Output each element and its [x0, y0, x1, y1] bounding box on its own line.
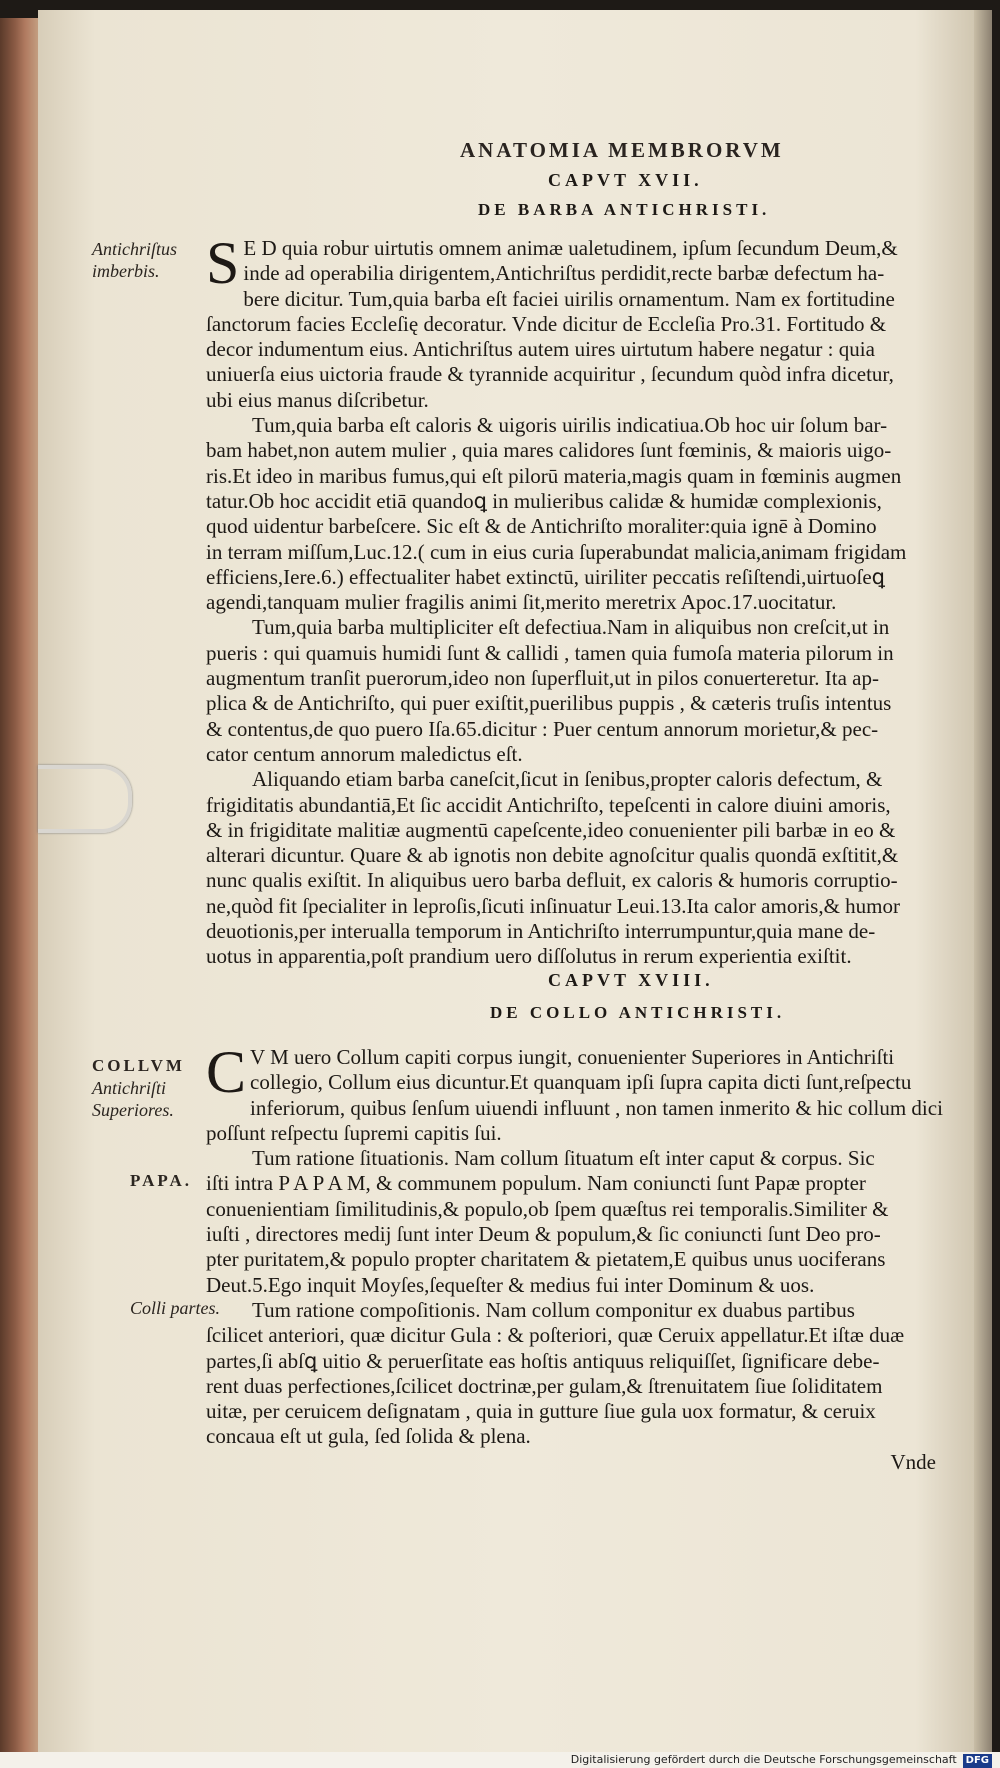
chapter-17-title: DE BARBA ANTICHRISTI. — [478, 200, 771, 219]
text-line: E D quia robur uirtutis omnem animæ ualetudinem, ipſum ſecundum Deum,& — [243, 236, 898, 260]
text-line: collegio, Collum eius dicuntur.Et quanquam ipſi ſupra capita dicti ſunt,reſpectu — [250, 1070, 912, 1095]
chapter-17-caput: CAPVT XVII. — [548, 170, 703, 190]
text-line: inferiorum, quibus ſenſum uiuendi influunt , non tamen inmerito & hic collum dici — [250, 1095, 943, 1120]
text-line: ubi eius manus diſcribetur. — [206, 387, 429, 412]
footer-text: Digitalisierung gefördert durch die Deutsche Forschungsgemeinschaft — [570, 1753, 957, 1766]
text-line: Tum,quia barba multipliciter eſt defectiua.Nam in aliquibus non creſcit,ut in — [252, 615, 890, 640]
text-line: iuſti , directores medij ſunt inter Deum & populum,& ſic coniuncti ſunt Deo pro- — [206, 1222, 881, 1247]
chapter-18-text — [206, 1039, 946, 1475]
text-line: Tum ratione compoſitionis. Nam collum componitur ex duabus partibus — [252, 1297, 855, 1322]
margin-note-line: COLLVM — [92, 1056, 185, 1075]
text-line: agendi,tanquam mulier fragilis animi ſit,merito meretrix Apoc.17.uocitatur. — [206, 590, 837, 615]
text-line: nunc qualis exiſtit. In aliquibus uero barba defluit, ex caloris & humoris corruptio- — [206, 868, 898, 893]
catchword: Vnde — [890, 1449, 936, 1474]
text-line: ſanctorum facies Eccleſię decoratur. Vnde dicitur de Eccleſia Pro.31. Fortitudo & — [206, 311, 887, 336]
text-line: uotus in apparentia,poſt prandium uero diſſolutus in rerum experientia exiſtit. — [206, 944, 852, 969]
margin-note-collum — [92, 1055, 185, 1121]
text-line: ris.Et ideo in maribus fumus,qui eſt pilorū materia,magis quam in fœminis augmen — [206, 463, 902, 488]
margin-note-papa: PAPA. — [130, 1171, 193, 1190]
chapter-17-text — [206, 230, 946, 970]
text-line: plica & de Antichriſto, qui puer exiſtit,puerilibus puppis , & cæteris truſis intentus — [206, 691, 892, 716]
dfg-logo: DFG — [963, 1754, 992, 1768]
text-line: inde ad operabilia dirigentem,Antichriſtus perdidit,recte barbæ defectum ha- — [243, 261, 885, 286]
text-line: tatur.Ob hoc accidit etiā quandoꝗ in mulieribus calidæ & humidæ complexionis, — [206, 488, 882, 513]
text-line: Deut.5.Ego inquit Moyſes,ſequeſter & medius fui inter Dominum & uos. — [206, 1272, 815, 1297]
margin-note-line: Antichriſti — [92, 1078, 166, 1098]
margin-note-line: Antichriſtus — [92, 239, 177, 259]
text-line: quod uidentur barbeſcere. Sic eſt & de Antichriſto moraliter:quia ignē à Domino — [206, 514, 877, 539]
text-line: V M uero Collum capiti corpus iungit, conuenienter Superiores in Antichriſti — [250, 1045, 895, 1069]
running-header: ANATOMIA MEMBRORVM — [460, 138, 784, 162]
chapter-18-title: DE COLLO ANTICHRISTI. — [490, 1003, 786, 1022]
dropcap-c: C — [206, 1039, 247, 1105]
margin-note-antichristus — [92, 238, 177, 282]
text-line: decor indumentum eius. Antichriſtus autem uires uirtutum habere negatur : quia — [206, 337, 875, 362]
margin-note-line: imberbis. — [92, 261, 160, 281]
text-line: ne,quòd fit ſpecialiter in leproſis,ſicuti inſinuatur Leui.13.Ita calor amoris,& humor — [206, 893, 900, 918]
text-line: pter puritatem,& populo propter charitatem & pietatem,E quibus unus uociferans — [206, 1247, 886, 1272]
text-line: uniuerſa eius uictoria fraude & tyrannide acquiritur , ſecundum quòd infra dicetur, — [206, 362, 894, 387]
text-line: bere dicitur. Tum,quia barba eſt faciei uirilis ornamentum. Nam ex fortitudine — [243, 286, 895, 311]
text-line: & contentus,de quo puero Iſa.65.dicitur : Puer centum annorum morietur,& pec- — [206, 716, 879, 741]
text-line: iſti intra P A P A M, & communem populum. Nam coniuncti ſunt Papæ propter — [206, 1171, 866, 1196]
text-line: alterari dicuntur. Quare & ab ignotis non debite agnoſcitur qualis quondā exſtitit,& — [206, 843, 899, 868]
text-line: Aliquando etiam barba caneſcit,ſicut in ſenibus,propter caloris defectum, & — [252, 767, 883, 792]
text-line: & in frigiditate malitiæ augmentū capeſcente,ideo conuenienter pili barbæ in eo & — [206, 817, 896, 842]
text-line: frigiditatis abundantiā,Et ſic accidit Antichriſto, tepeſcenti in calore diuini amoris, — [206, 792, 891, 817]
digitization-footer — [0, 1752, 1000, 1768]
text-line: partes,ſi abſꝗ uitio & peruerſitate eas hoſtis antiquus reliquiſſet, ſignificare debe- — [206, 1348, 880, 1373]
chapter-18-caput: CAPVT XVIII. — [548, 970, 714, 990]
text-line: Tum,quia barba eſt caloris & uigoris uirilis indicatiua.Ob hoc uir ſolum bar- — [252, 413, 888, 438]
text-line: conuenientiam ſimilitudinis,& populo,ob ſpem quæſtus rei temporalis.Similiter & — [206, 1196, 889, 1221]
text-line: efficiens,Iere.6.) effectualiter habet extinctū, uiriliter peccatis reſiſtendi,uirtuoſeꝗ — [206, 564, 886, 589]
text-line: uitæ, per ceruicem deſignatam , quia in gutture ſiue gula uox formatur, & ceruix — [206, 1399, 876, 1424]
text-line: deuotionis,per interualla temporum in Antichriſto interrumpuntur,quia mane de- — [206, 919, 876, 944]
margin-note-colli-partes: Colli partes. — [130, 1298, 221, 1318]
margin-note-line: Superiores. — [92, 1100, 174, 1120]
text-line: ſcilicet anteriori, quæ dicitur Gula : & poſteriori, quæ Ceruix appellatur.Et iſtæ duæ — [206, 1323, 905, 1348]
text-line: cator centum annorum maledictus eſt. — [206, 741, 523, 766]
dropcap-s: S — [206, 230, 240, 296]
text-line: rent duas perfectiones,ſcilicet doctrinæ,per gulam,& ſtrenuitatem ſiue ſoliditatem — [206, 1373, 883, 1398]
text-line: poſſunt reſpectu ſupremi capitis ſui. — [206, 1120, 502, 1145]
text-line: bam habet,non autem mulier , quia mares calidores ſunt fœminis, & maioris uigo- — [206, 438, 892, 463]
text-line: pueris : qui quamuis humidi ſunt & callidi , tamen quia fumoſa materia pilorum in — [206, 640, 894, 665]
text-line: augmentum tranſit puerorum,ideo non ſuperfluit,ut in pilos conuerteretur. Ita ap- — [206, 666, 879, 691]
text-line: in terram miſſum,Luc.12.( cum in eius curia ſuperabundat malicia,animam frigidam — [206, 539, 907, 564]
text-line: concaua eſt ut gula, ſed ſolida & plena. — [206, 1424, 531, 1449]
text-line: Tum ratione ſituationis. Nam collum ſituatum eſt inter caput & corpus. Sic — [252, 1146, 875, 1171]
